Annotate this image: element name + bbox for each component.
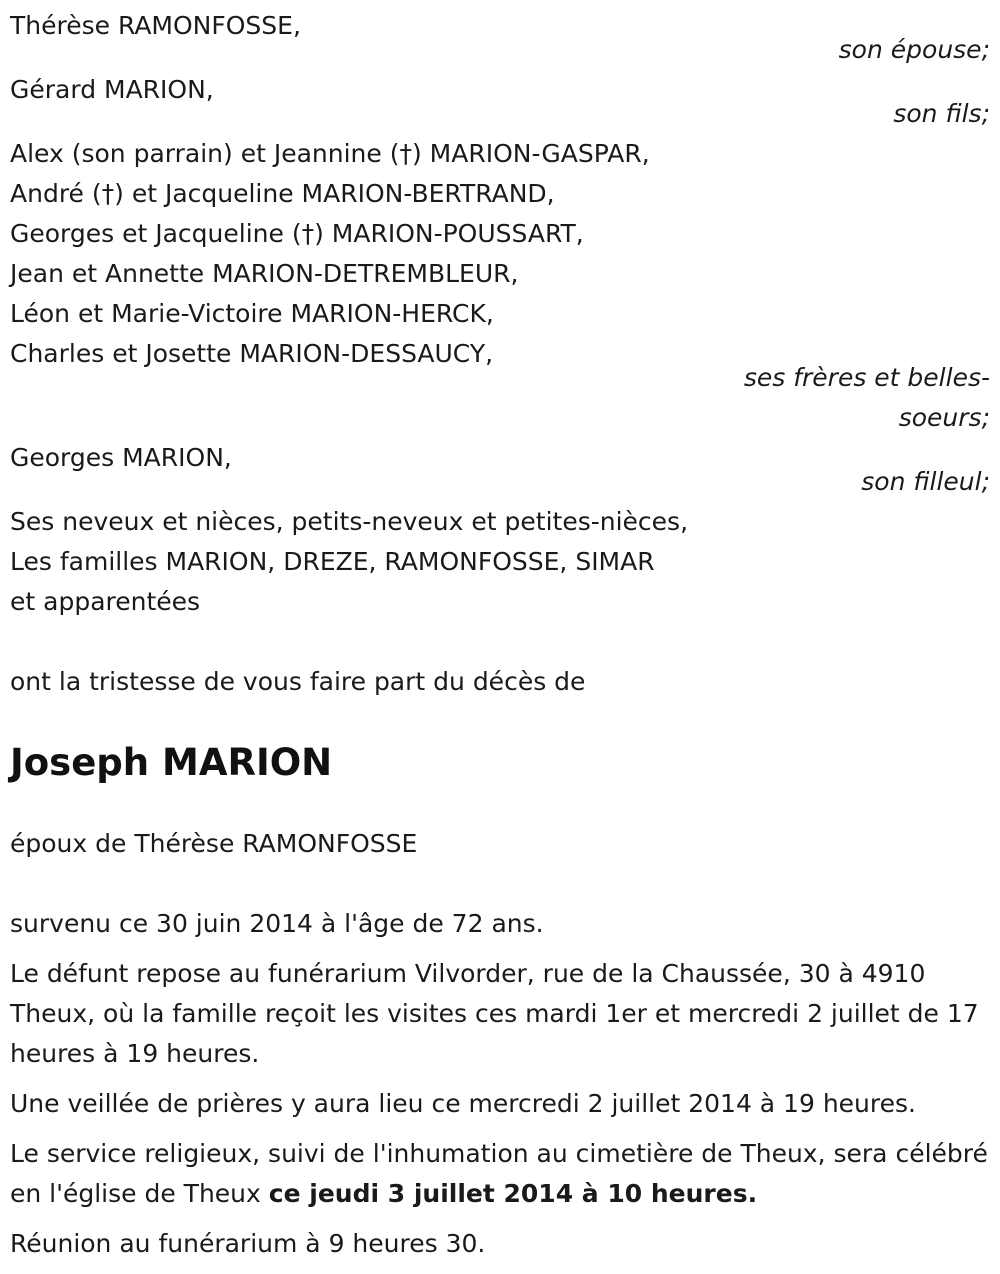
others-line: et apparentées <box>10 587 201 616</box>
spouse-relation: son épouse; <box>838 35 990 64</box>
sibling-line: Charles et Josette MARION-DESSAUCY, <box>10 339 494 368</box>
vigil-paragraph: Une veillée de prières y aura lieu ce mercredi 2 juillet 2014 à 19 heures. <box>10 1089 916 1118</box>
others-line: Ses neveux et nièces, petits-neveux et petites-nièces, <box>10 507 689 536</box>
siblings-relation-line2: soeurs; <box>898 403 990 432</box>
obituary-notice <box>10 6 990 1264</box>
deceased-date: survenu ce 30 juin 2014 à l'âge de 72 ans. <box>10 909 544 938</box>
godson-relation: son filleul; <box>861 467 990 496</box>
family-spouse <box>10 6 990 70</box>
others-line: Les familles MARION, DREZE, RAMONFOSSE, SIMAR <box>10 547 655 576</box>
service-text: Le service religieux, suivi de l'inhumation au cimetière de Theux, sera célébré en l'église de Theux <box>10 1139 988 1208</box>
sibling-line: André (†) et Jacqueline MARION-BERTRAND, <box>10 179 555 208</box>
son-relation: son fils; <box>893 99 990 128</box>
meeting-paragraph: Réunion au funérarium à 9 heures 30. <box>10 1229 486 1258</box>
godson-name: Georges MARION, <box>10 443 232 472</box>
spouse-name: Thérèse RAMONFOSSE, <box>10 11 301 40</box>
deceased-spouse-of: époux de Thérèse RAMONFOSSE <box>10 829 418 858</box>
son-name: Gérard MARION, <box>10 75 214 104</box>
sibling-line: Jean et Annette MARION-DETREMBLEUR, <box>10 259 519 288</box>
repose-paragraph: Le défunt repose au funérarium Vilvorder, rue de la Chaussée, 30 à 4910 Theux, où la famille reçoit les visites ces mardi 1er et mercredi 2 juillet de 17 heures à 19 heures. <box>10 959 979 1068</box>
deceased-name: Joseph MARION <box>10 741 333 784</box>
announcement-text: ont la tristesse de vous faire part du décès de <box>10 667 586 696</box>
family-godson <box>10 438 990 502</box>
family-others <box>10 502 990 622</box>
family-son <box>10 70 990 134</box>
siblings-relation-line1: ses frères et belles- <box>743 363 990 392</box>
service-date-bold: ce jeudi 3 juillet 2014 à 10 heures. <box>268 1179 758 1208</box>
sibling-line: Georges et Jacqueline (†) MARION-POUSSART, <box>10 219 584 248</box>
family-siblings <box>10 134 990 438</box>
service-paragraph <box>10 1134 990 1214</box>
sibling-line: Léon et Marie-Victoire MARION-HERCK, <box>10 299 494 328</box>
sibling-line: Alex (son parrain) et Jeannine (†) MARION-GASPAR, <box>10 139 650 168</box>
